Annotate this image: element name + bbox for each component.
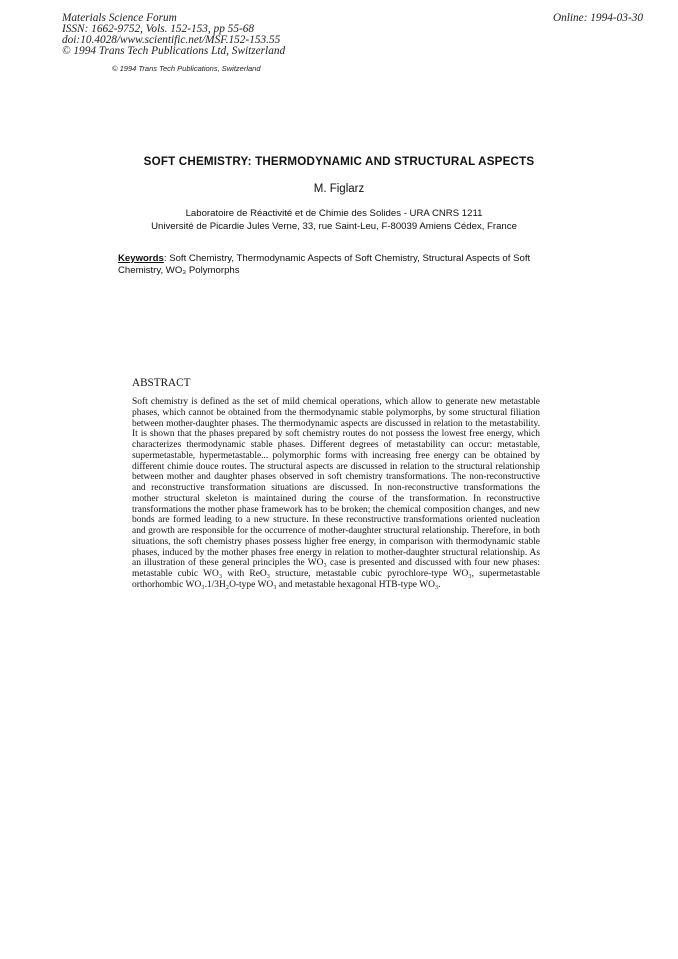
keywords: [118, 253, 548, 277]
copyright-notice: © 1994 Trans Tech Publications, Switzerland: [112, 64, 261, 73]
journal-citation-block: [62, 13, 285, 57]
publisher-copyright-line: © 1994 Trans Tech Publications Ltd, Switzerland: [62, 45, 286, 57]
keywords-text: : Soft Chemistry, Thermodynamic Aspects of Soft Chemistry, Structural Aspects of Soft Chemistry, WO₃ Polymorphs: [118, 253, 531, 276]
abstract-text: Soft chemistry is defined as the set of mild chemical operations, which allow to generate new metastable phases, which cannot be obtained from the thermodynamic stable polymorphs, by some structural filiation between mother-daughter phases. The thermodynamic aspects are discussed in relation to the metastability. It is shown that the phases prepared by soft chemistry routes do not possess the lowest free energy, which characterizes thermodynamic stable phases. Different degrees of metastability can occur: metastable, supermetastable, hypermetastable... polymorphic forms with increasing free energy can be obtained by different chimie douce routes. The structural aspects are discussed in relation to the structural relationship between mother and daughter phases observed in soft chemistry transformations. The non-reconstructive and reconstructive transformation situations are discussed. In non-reconstructive transformations the mother structural skeleton is maintained during the course of the transformation. In reconstructive transformations the mother phase framework has to be broken; the chemical composition changes, and new bonds are formed leading to a new structure. In these reconstructive transformations oriented nucleation and growth are responsible for the occurrence of mother-daughter structural relationship. Therefore, in both situations, the soft chemistry phases possess higher free energy, in comparison with thermodynamic stable phases, induced by the mother phases free energy in relation to mother-daughter structural relationship. As an illustration of these general principles the WO₃ case is presented and discussed with four new phases: metastable cubic WO₃ with ReO₃ structure, metastable cubic pyrochlore-type WO₃, supermetastable orthorhombic WO₃.1/3H₂O-type WO₃ and metastable hexagonal HTB-type WO₃.: [132, 397, 540, 590]
paper-title: SOFT CHEMISTRY: THERMODYNAMIC AND STRUCTURAL ASPECTS: [143, 155, 535, 168]
abstract-heading: ABSTRACT: [132, 377, 191, 389]
doi-line: doi:10.4028/www.scientific.net/MSF.152-153.55: [62, 34, 281, 46]
journal-name: Materials Science Forum: [62, 12, 177, 24]
online-date: Online: 1994-03-30: [552, 12, 643, 24]
keywords-label: Keywords: [118, 253, 164, 264]
author-name: M. Figlarz: [313, 183, 365, 195]
affiliation-address: Université de Picardie Jules Verne, 33, rue Saint-Leu, F-80039 Amiens Cédex, France: [151, 220, 517, 232]
affiliation: [0, 208, 668, 233]
issn-line: ISSN: 1662-9752, Vols. 152-153, pp 55-68: [62, 23, 255, 35]
affiliation-lab: Laboratoire de Réactivité et de Chimie des Solides - URA CNRS 1211: [185, 208, 483, 219]
abstract-body: [132, 397, 540, 591]
